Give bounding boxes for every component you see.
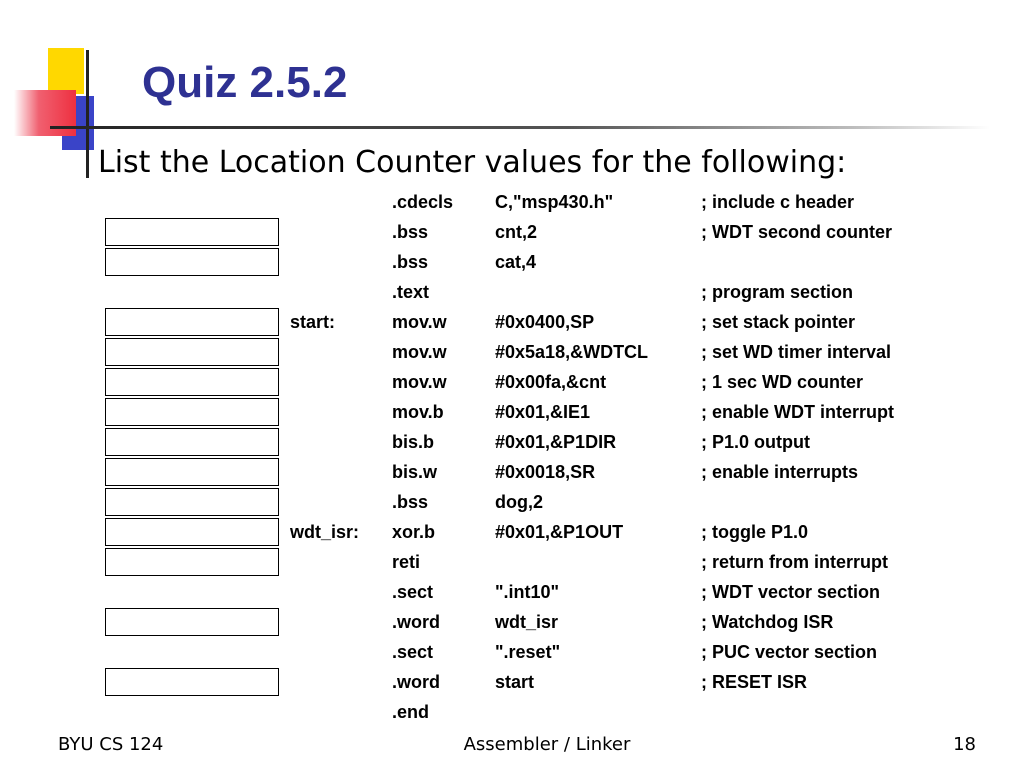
code-line [0, 277, 1024, 307]
code-directive: .bss [392, 492, 429, 512]
code-line [0, 427, 1024, 457]
code-directive: .bss [392, 252, 429, 272]
code-comment: ; toggle P1.0 [701, 522, 809, 542]
code-comment: ; enable interrupts [701, 462, 859, 482]
code-line [0, 667, 1024, 697]
code-line [0, 487, 1024, 517]
code-line [0, 247, 1024, 277]
code-line [0, 337, 1024, 367]
code-operand: dog,2 [495, 492, 543, 512]
code-label: wdt_isr: [290, 522, 360, 542]
slide-title: Quiz 2.5.2 [142, 58, 348, 107]
code-line [0, 457, 1024, 487]
code-operand: #0x5a18,&WDTCL [495, 342, 649, 362]
code-operand: start [495, 672, 535, 692]
slide-subtitle: List the Location Counter values for the following: [98, 145, 847, 180]
code-directive: reti [392, 552, 421, 572]
code-directive: bis.w [392, 462, 438, 482]
code-directive: .word [392, 612, 440, 632]
code-line [0, 187, 1024, 217]
code-operand: #0x00fa,&cnt [495, 372, 607, 392]
code-comment: ; set WD timer interval [701, 342, 892, 362]
code-line [0, 547, 1024, 577]
code-line [0, 637, 1024, 667]
code-comment: ; WDT second counter [701, 222, 893, 242]
code-line [0, 607, 1024, 637]
code-operand: #0x0400,SP [495, 312, 595, 332]
code-directive: .sect [392, 582, 434, 602]
code-directive: mov.w [392, 342, 447, 362]
code-operand: wdt_isr [495, 612, 559, 632]
title-underline [50, 126, 990, 129]
footer-topic: Assembler / Linker [463, 734, 631, 755]
code-operand: #0x01,&IE1 [495, 402, 591, 422]
code-directive: mov.b [392, 402, 444, 422]
code-comment: ; set stack pointer [701, 312, 856, 332]
code-operand: ".int10" [495, 582, 560, 602]
code-comment: ; PUC vector section [701, 642, 878, 662]
code-line [0, 367, 1024, 397]
code-directive: mov.w [392, 372, 447, 392]
code-directive: .word [392, 672, 440, 692]
decor-red-square [14, 90, 76, 136]
code-directive: .end [392, 702, 430, 722]
footer-course: BYU CS 124 [58, 734, 164, 755]
code-directive: xor.b [392, 522, 436, 542]
code-label: start: [290, 312, 336, 332]
code-directive: .text [392, 282, 430, 302]
code-operand: #0x01,&P1DIR [495, 432, 617, 452]
code-comment: ; enable WDT interrupt [701, 402, 894, 422]
code-operand: #0x0018,SR [495, 462, 596, 482]
code-directive: .bss [392, 222, 429, 242]
code-line [0, 517, 1024, 547]
code-comment: ; include c header [701, 192, 855, 212]
code-line [0, 307, 1024, 337]
code-operand: ".reset" [495, 642, 561, 662]
decor-yellow-square [48, 48, 84, 94]
code-comment: ; P1.0 output [701, 432, 810, 452]
footer-page-number: 18 [953, 734, 976, 755]
code-line [0, 577, 1024, 607]
code-comment: ; Watchdog ISR [701, 612, 834, 632]
code-line [0, 217, 1024, 247]
code-comment: ; RESET ISR [701, 672, 808, 692]
code-line [0, 697, 1024, 727]
code-directive: .sect [392, 642, 434, 662]
code-comment: ; program section [701, 282, 854, 302]
code-directive: .cdecls [392, 192, 454, 212]
code-directive: mov.w [392, 312, 447, 332]
code-operand: C,"msp430.h" [495, 192, 614, 212]
code-directive: bis.b [392, 432, 435, 452]
code-operand: cat,4 [495, 252, 537, 272]
code-operand: #0x01,&P1OUT [495, 522, 624, 542]
code-comment: ; return from interrupt [701, 552, 888, 572]
code-comment: ; WDT vector section [701, 582, 881, 602]
code-operand: cnt,2 [495, 222, 538, 242]
code-comment: ; 1 sec WD counter [701, 372, 864, 392]
code-line [0, 397, 1024, 427]
decor-vertical-line [86, 50, 89, 178]
